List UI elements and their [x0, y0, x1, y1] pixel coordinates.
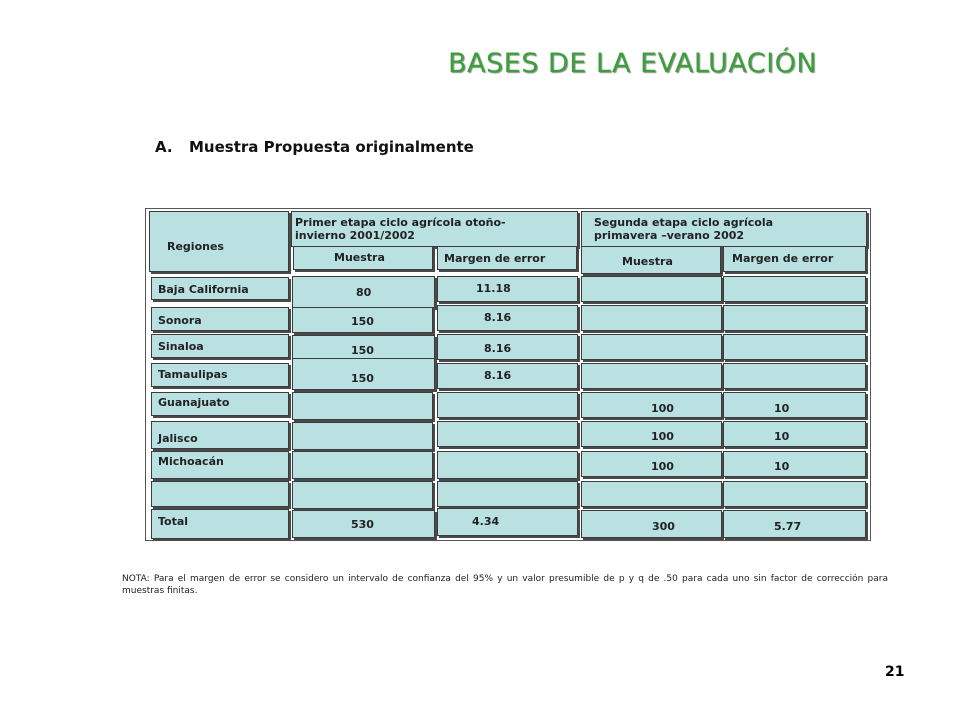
- row-region: [151, 421, 289, 449]
- section-text: Muestra Propuesta originalmente: [189, 138, 474, 156]
- cell-muestra-1-value: 80: [356, 286, 372, 299]
- cell-margen-2: [723, 334, 866, 360]
- cell-muestra-2-total: [581, 510, 722, 538]
- cell-muestra-2: [581, 305, 722, 331]
- cell-muestra-2-value: 100: [651, 460, 674, 473]
- region-label: Baja California: [158, 283, 249, 296]
- cell-muestra-2-value: 100: [651, 402, 674, 415]
- region-label: Total: [158, 515, 189, 528]
- section-heading: [155, 138, 474, 156]
- cell-muestra-1-value: 150: [351, 372, 374, 385]
- row-region: [151, 481, 289, 507]
- cell-muestra-1: [292, 358, 435, 390]
- region-label: Tamaulipas: [158, 368, 228, 381]
- header-muestra-1: [293, 246, 433, 270]
- cell-muestra-1-value: 150: [351, 315, 374, 328]
- cell-muestra-2: [581, 421, 722, 447]
- cell-muestra-1: [292, 307, 433, 333]
- cell-margen-2: [723, 451, 866, 477]
- header-margen-1-label: Margen de error: [444, 252, 546, 265]
- cell-margen-2-value: 10: [774, 402, 790, 415]
- section-letter: A.: [155, 138, 173, 156]
- cell-margen-1: [437, 392, 578, 418]
- cell-muestra-1-total: [292, 510, 435, 538]
- row-region: [151, 451, 289, 479]
- cell-margen-1-value: 8.16: [484, 342, 512, 355]
- footnote: NOTA: Para el margen de error se considero un intervalo de confianza del 95% y un valor presumible de p y q de .50 para cada uno sin factor de corrección para muestras finitas.: [122, 574, 888, 596]
- cell-margen-2: [723, 305, 866, 331]
- cell-margen-1: [437, 481, 578, 507]
- cell-margen-2: [723, 481, 866, 507]
- cell-margen-2: [723, 363, 866, 389]
- row-region-total: [151, 509, 289, 539]
- header-regiones-label: Regiones: [167, 240, 224, 253]
- cell-margen-2: [723, 421, 866, 447]
- cell-muestra-2: [581, 363, 722, 389]
- cell-muestra-2: [581, 392, 722, 418]
- cell-margen-1: [437, 421, 578, 447]
- cell-margen-2-value: 10: [774, 460, 790, 473]
- cell-margen-1: [437, 363, 578, 389]
- cell-margen-1-value: 11.18: [476, 282, 511, 295]
- header-etapa2: [581, 211, 867, 247]
- header-margen-2: [723, 246, 866, 272]
- header-margen-2-label: Margen de error: [732, 252, 834, 265]
- cell-muestra-2: [581, 451, 722, 477]
- cell-margen-1-total: [437, 508, 578, 536]
- cell-muestra-1: [292, 451, 433, 479]
- cell-margen-1: [437, 305, 578, 331]
- header-muestra-1-label: Muestra: [334, 251, 385, 264]
- header-etapa1-label: Primer etapa ciclo agrícola otoño-invierno 2001/2002: [295, 216, 506, 242]
- page-title: BASES DE LA EVALUACIÓN: [448, 48, 818, 79]
- cell-margen-1: [437, 334, 578, 360]
- cell-margen-1-value: 8.16: [484, 311, 512, 324]
- row-region: [151, 334, 289, 358]
- cell-muestra-2-value: 300: [652, 520, 675, 533]
- row-region: [151, 307, 289, 331]
- cell-muestra-2: [581, 334, 722, 360]
- region-label: Sinaloa: [158, 340, 204, 353]
- cell-muestra-2: [581, 481, 722, 507]
- cell-muestra-1: [292, 276, 435, 308]
- cell-margen-1: [437, 276, 578, 302]
- cell-margen-2-value: 10: [774, 430, 790, 443]
- cell-margen-2: [723, 276, 866, 302]
- page-number: 21: [885, 664, 905, 680]
- cell-margen-1: [437, 451, 578, 479]
- header-muestra-2: [581, 246, 721, 274]
- row-region: [151, 392, 289, 416]
- cell-muestra-1-value: 150: [351, 344, 374, 357]
- header-etapa1: [291, 211, 578, 247]
- cell-muestra-2-value: 100: [651, 430, 674, 443]
- cell-margen-1-value: 4.34: [472, 515, 500, 528]
- cell-muestra-2: [581, 276, 722, 302]
- cell-muestra-1-value: 530: [351, 518, 374, 531]
- cell-margen-1-value: 8.16: [484, 369, 512, 382]
- row-region: [151, 277, 289, 300]
- cell-muestra-1: [292, 392, 433, 420]
- region-label: Jalisco: [158, 432, 198, 445]
- region-label: Guanajuato: [158, 396, 230, 409]
- cell-margen-2: [723, 392, 866, 418]
- region-label: Sonora: [158, 314, 202, 327]
- cell-muestra-1: [292, 422, 433, 450]
- header-etapa2-label: Segunda etapa ciclo agrícola primavera –verano 2002: [594, 216, 774, 242]
- cell-margen-2-total: [723, 510, 866, 538]
- sample-table: [145, 208, 871, 541]
- header-muestra-2-label: Muestra: [622, 255, 673, 268]
- cell-margen-2-value: 5.77: [774, 520, 802, 533]
- region-label: Michoacán: [158, 455, 224, 468]
- row-region: [151, 363, 289, 387]
- cell-muestra-1: [292, 481, 433, 509]
- header-regiones: [149, 211, 289, 272]
- header-margen-1: [437, 246, 577, 270]
